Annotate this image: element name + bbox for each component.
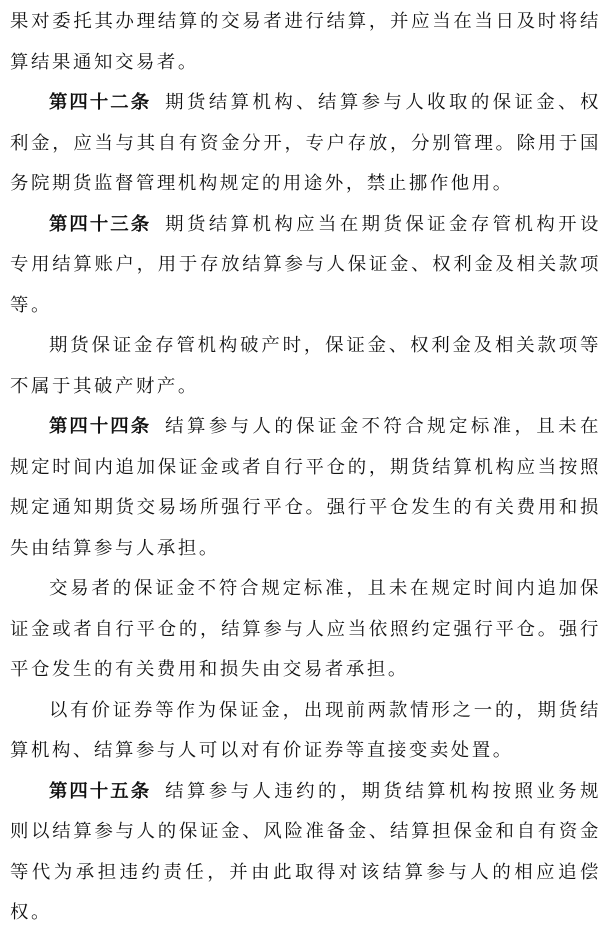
- paragraph-text: 期货结算机构、结算参与人收取的保证金、权利金，应当与其自有资金分开，专户存放，分别管理。除用于国务院期货监督管理机构规定的用途外，禁止挪作他用。: [10, 92, 601, 194]
- paragraph-text: 结算参与人违约的，期货结算机构按照业务规则以结算参与人的保证金、风险准备金、结算担保金和自有资金等代为承担违约责任，并由此取得对该结算参与人的相应追偿权。: [10, 780, 601, 923]
- article-43-paragraph: [10, 205, 601, 327]
- article-number: 第四十二条: [49, 92, 152, 113]
- article-number: 第四十五条: [49, 780, 152, 802]
- paragraph-text: 果对委托其办理结算的交易者进行结算，并应当在当日及时将结算结果通知交易者。: [10, 11, 601, 73]
- paragraph-text: 期货保证金存管机构破产时，保证金、权利金及相关款项等不属于其破产财产。: [10, 335, 601, 397]
- article-45-paragraph: [10, 772, 601, 934]
- article-number: 第四十四条: [49, 416, 152, 437]
- article-42-paragraph: [10, 83, 601, 205]
- article-43-clause-2: [10, 326, 601, 407]
- paragraph-text: 以有价证券等作为保证金，出现前两款情形之一的，期货结算机构、结算参与人可以对有价证券等直接变卖处置。: [10, 699, 601, 761]
- paragraph-continuation: [10, 2, 601, 83]
- paragraph-text: 期货结算机构应当在期货保证金存管机构开设专用结算账户，用于存放结算参与人保证金、权利金及相关款项等。: [10, 213, 601, 316]
- article-44-clause-2: [10, 569, 601, 691]
- article-44-paragraph: [10, 407, 601, 569]
- paragraph-text: 结算参与人的保证金不符合规定标准，且未在规定时间内追加保证金或者自行平仓的，期货结算机构应当按照规定通知期货交易场所强行平仓。强行平仓发生的有关费用和损失由结算参与人承担。: [10, 416, 601, 559]
- article-44-clause-3: [10, 691, 601, 772]
- article-number: 第四十三条: [49, 213, 152, 235]
- paragraph-text: 交易者的保证金不符合规定标准，且未在规定时间内追加保证金或者自行平仓的，结算参与人应当依照约定强行平仓。强行平仓发生的有关费用和损失由交易者承担。: [10, 578, 601, 680]
